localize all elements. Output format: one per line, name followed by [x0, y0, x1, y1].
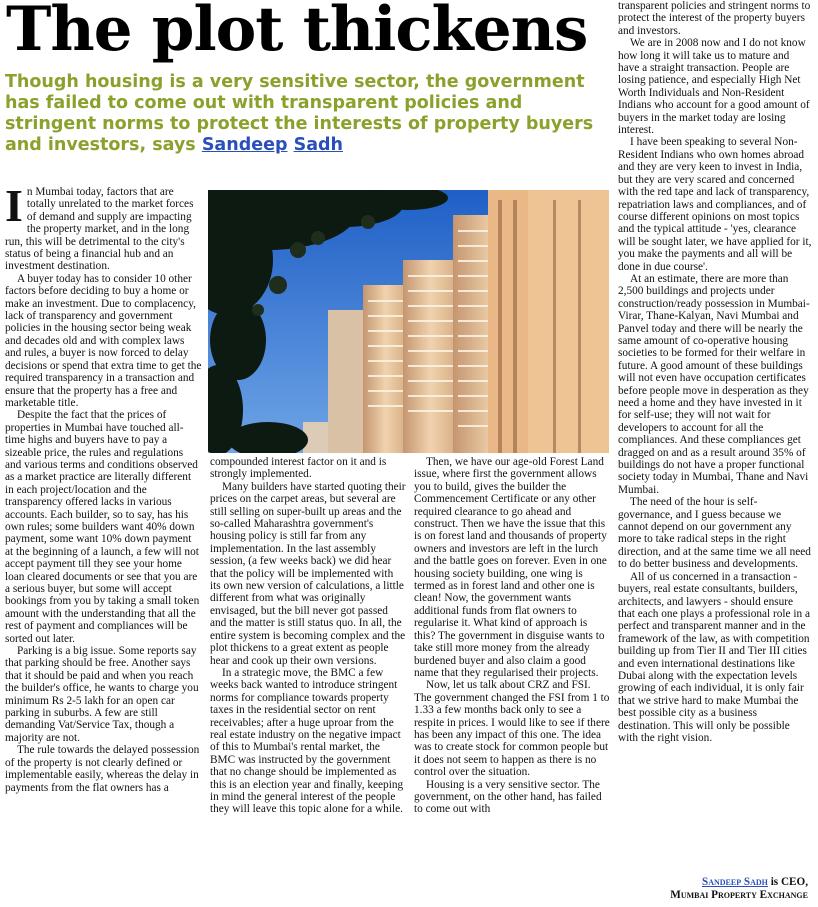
paragraph: Parking is a big issue. Some reports say that parking should be free. Another says that it should be paid and when you reach the builder's office, he wants to charge you minimum Rs 2-5 lakh for an open car parking in suburbs. A few are still demanding Vat/Service Tax, though a majority are not. [5, 645, 199, 744]
author-signature [608, 876, 808, 902]
article-column-4 [618, 0, 812, 874]
author-link-last[interactable]: Sadh [293, 135, 343, 155]
paragraph: Many builders have started quoting their prices on the carpet areas, but several are still selling on super-built up areas and the so-called Maharashtra government's housing policy is still far from any implementation. In the last assembly session, (a few weeks back) we did hear that the policy will be implemented with its own new version of calculations, a little different from what was originally envisaged, but the bill never got passed and the matter is still status quo. In all, the entire system is becoming complex and the plot thickens to a great extent as people hear and cook up their own versions. [210, 480, 406, 667]
paragraph: The need of the hour is self-governance, and I guess because we cannot depend on our government any more to take radical steps in the right direction, and at the same time we all need to do better business and developments. [618, 496, 811, 571]
article-photo [208, 190, 609, 453]
author-link-first[interactable]: Sandeep [201, 135, 288, 155]
deck [5, 72, 600, 156]
article-column-2 [210, 456, 406, 902]
author-company: Mumbai Property Exchange [670, 889, 808, 901]
paragraph: We are in 2008 now and I do not know how long it will take us to mature and have a straight transaction. People are losing patience, and especially High Net Worth Individuals and Non-Resident Indians who account for a good amount of buyers in the market today are losing interest. [618, 37, 810, 137]
drop-cap: I [5, 186, 23, 231]
paragraph: The rule towards the delayed possession of the property is not clearly defined or implementable easily, whereas the delay in payments from the flat owners has a [5, 744, 200, 794]
paragraph: Housing is a very sensitive sector. The government, on the other hand, has failed to come out with [414, 778, 602, 816]
paragraph: Then, we have our age-old Forest Land issue, where first the government allows you to build, gives the builder the Commencement Certificate or any other required clearance to go ahead and construct. Then we have the issue that this is on forest land and thousands of property owners and investors are left in the lurch and the battle goes on forever. Even in one housing society building, one wing is termed as in forest land and other one is clean! Now, the government wants additional funds from flat owners to regularise it. What kind of approach is this? The government in disguise wants to take still more money from the already burdened buyer and also claim a good name that they regularised their projects. [414, 456, 607, 679]
paragraph: A buyer today has to consider 10 other factors before deciding to buy a home or make an investment. Due to complacency, lack of transparency and government policies in the housing sector being weak and decades old and with complex laws and rules, a buyer is now forced to delay decisions or spend that extra time to get the required transparency in a transaction and ensure that the property has a free and marketable title. [5, 272, 202, 409]
paragraph: Now, let us talk about CRZ and FSI. The government changed the FSI from 1 to 1.33 a few months back only to see a respite in prices. I would like to see if there has been any impact of this one. The idea was to create stock for common people but it does not seem to happen as there is no control over the situation. [414, 679, 610, 779]
paragraph: In Mumbai today, factors that are totally unrelated to the market forces of demand and supply are impacting the property market, and in the long run, this will be detrimental to the city's status of being a financial hub and an investment destination. [5, 186, 194, 273]
deck-text: Though housing is a very sensitive sector, the government has failed to come out with transparent policies and stringent norms to protect the interests of property buyers and investors, says [5, 72, 594, 155]
paragraph: I have been speaking to several Non-Resident Indians who own homes abroad and they are very keen to invest in India, but they are very scared and concerned with the red tape and lack of transparency, repatriation laws and compliances, and of course different opinions on most topics and the typical attitude - 'yes, clearance will be sought later, we have applied for it, you make the payments and all will be done in due course'. [618, 136, 812, 273]
headline: The plot thickens [6, 0, 588, 65]
article-column-3 [414, 456, 610, 902]
paragraph: At an estimate, there are more than 2,500 buildings and projects under construction/ready possession in Mumbai-Virar, Thane-Kalyan, Navi Mumbai and Panvel today and there will be nearly the same amount of co-operative housing societies to be formed for their welfare in future. A good amount of these buildings will not even have occupation certificates before people move in desperation as they need a home and they have invested in it for self-use; they will not wait for developers to account for all the compliances. And these compliances get dragged on and as a result around 35% of buildings do not have a proper functional society today in Mumbai, Thane and Navi Mumbai. [618, 272, 810, 496]
author-role: is CEO, [767, 876, 808, 888]
buildings-image [208, 190, 609, 453]
paragraph: Despite the fact that the prices of properties in Mumbai have touched all-time highs and buyers have to pay a sizeable price, the rules and regulations and various terms and conditions observed as a market practice are literally different in each project/location and the transparency offered lacks in various accounts. Each builder, so to say, has his own rules; some builders want 40% down payment, some want 10% down payment at the beginning of a launch, a few will not accept payment till they see your home loan cleared documents or see that you are a serious buyer, but some will accept bookings from you by taking a small token amount with the understanding that all the rest of payment and compliances will be sorted out later. [5, 409, 200, 645]
article-column-1 [5, 186, 202, 902]
paragraph: In a strategic move, the BMC a few weeks back wanted to introduce stringent norms for compliance towards property taxes in the residential sector on rent receivables; after a huge uproar from the real estate industry on the negative impact of this to Mumbai's rental market, the BMC was instructed by the government that no change should be implemented as this is an election year and finally, keeping in mind the general interest of the people they will leave this topic alone for a while. [210, 666, 404, 816]
paragraph: All of us concerned in a transaction - buyers, real estate consultants, builders, architects, and lawyers - should ensure that each one plays a professional role in a perfect and transparent manner and in the framework of the law, as with competition building up from Tier II and Tier III cities and even international destinations like Dubai along with the expectation levels growing of each individual, it is only fair that we strive hard to make Mumbai the best possible city as a business destination. This will only be possible with the right vision. [618, 570, 810, 744]
paragraph: compounded interest factor on it and is strongly implemented. [210, 456, 387, 481]
paragraph: transparent policies and stringent norms to protect the interest of the property buyers and investors. [618, 0, 811, 37]
author-name[interactable]: Sandeep Sadh [701, 876, 768, 888]
